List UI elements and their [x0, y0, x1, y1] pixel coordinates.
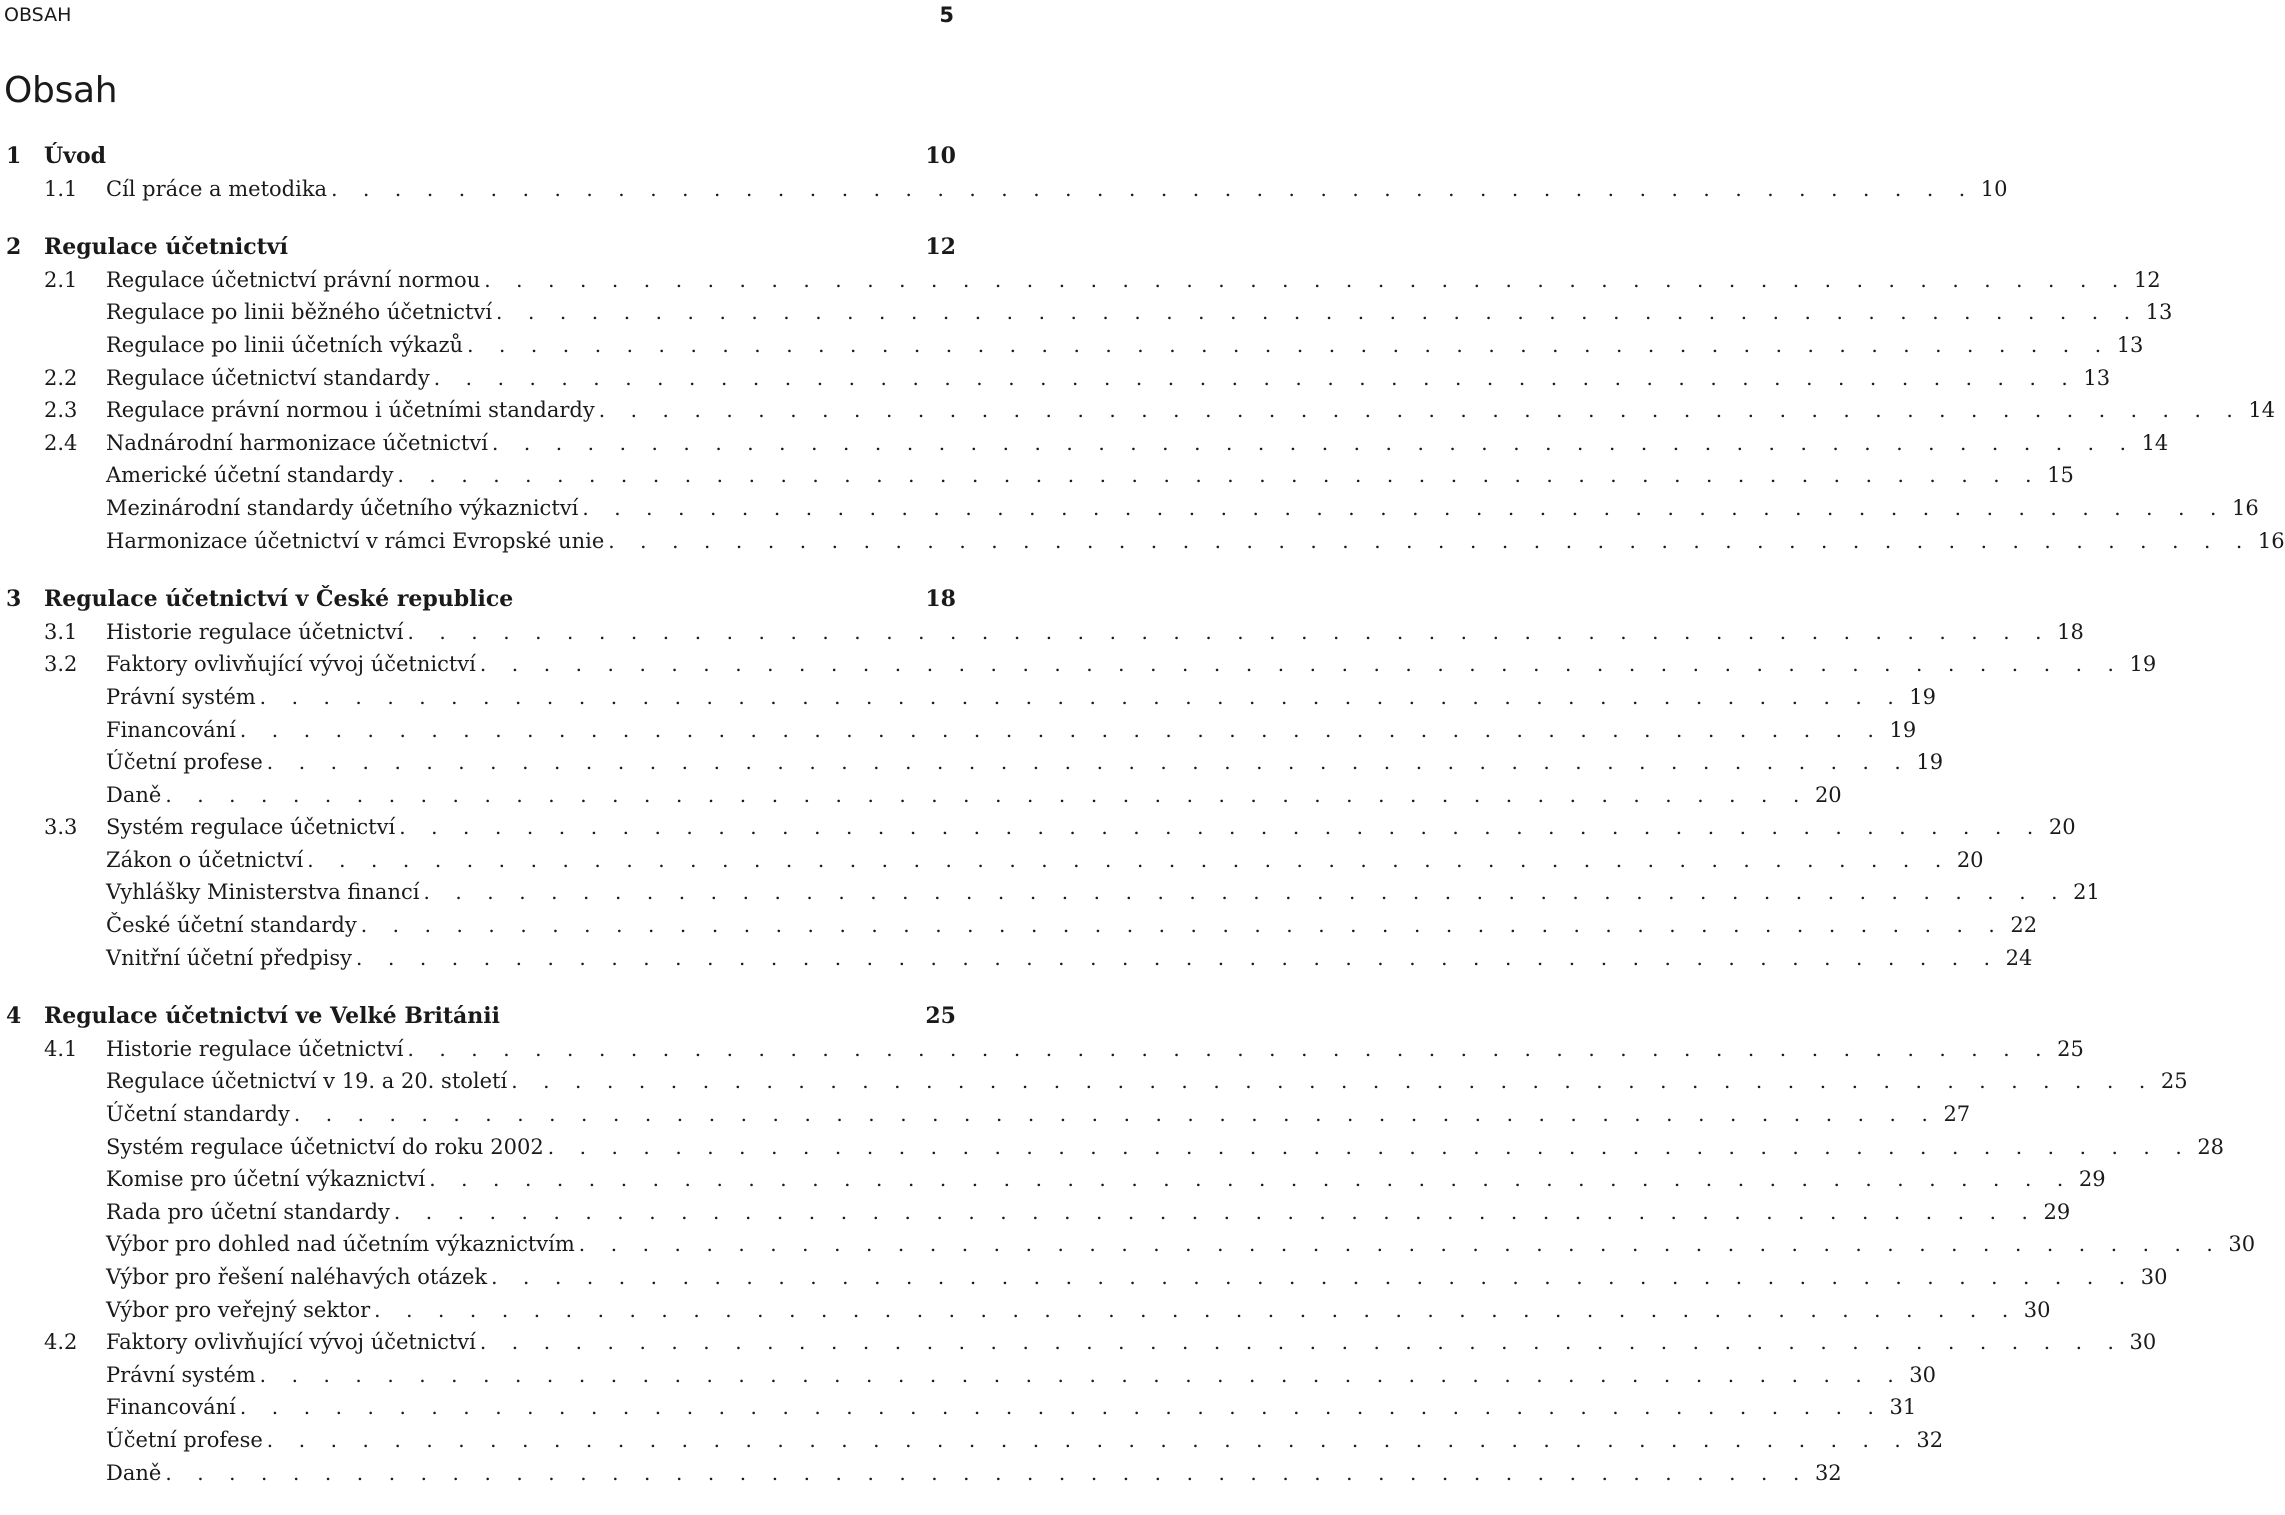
toc-entry-page: 24: [2005, 945, 2033, 970]
toc-dot-leader: . . . . . . . . . . . . . . . . . . . . . . . . . . . . . . . . . . . . . . . . . . . . . . . . . . . .: [165, 1460, 1809, 1485]
toc-chapter-page: 10: [925, 143, 956, 169]
toc-entry-row[interactable]: [6, 296, 2173, 329]
toc-entry-row[interactable]: [6, 746, 1944, 779]
toc-entry-title: Rada pro účetní standardy: [106, 1199, 390, 1224]
toc-entry-title: Právní systém: [106, 1362, 256, 1387]
toc-dot-leader: . . . . . . . . . . . . . . . . . . . . . . . . . . . . . . . . . . . . . . . . . . . . . . . . . . . .: [479, 1330, 2124, 1355]
toc-entry-row[interactable]: [6, 1065, 2188, 1098]
toc-entry-title: Zákon o účetnictví: [106, 847, 304, 872]
toc-dot-leader: . . . . . . . . . . . . . . . . . . . . . . . . . . . . . . . . . . . . . . . . . . . . . . . . . . . .: [374, 1297, 2018, 1322]
toc-entry-row[interactable]: [6, 1098, 1971, 1131]
toc-entry-page: 25: [2057, 1036, 2084, 1061]
toc-entry-page: 27: [1943, 1102, 1971, 1127]
toc-entry-row[interactable]: [6, 329, 2144, 362]
toc-entry-page: 20: [1814, 782, 1842, 807]
toc-entry-row[interactable]: [6, 1424, 1944, 1457]
toc-entry-row[interactable]: [6, 1294, 2051, 1327]
toc-dot-leader: . . . . . . . . . . . . . . . . . . . . . . . . . . . . . . . . . . . . . . . . . . . . . . . . . . . .: [239, 1395, 1884, 1420]
toc-dot-leader: . . . . . . . . . . . . . . . . . . . . . . . . . . . . . . . . . . . . . . . . . . . . . . . . . . . .: [407, 619, 2052, 644]
toc-entry-title: Nadnárodní harmonizace účetnictví: [106, 430, 488, 455]
toc-chapter-title: Úvod: [44, 143, 107, 169]
toc-dot-leader: . . . . . . . . . . . . . . . . . . . . . . . . . . . . . . . . . . . . . . . . . . . . . . . . . . . .: [266, 1427, 1911, 1452]
toc-entry-title: Regulace po linii účetních výkazů: [106, 332, 464, 357]
toc-entry-title: Výbor pro řešení naléhavých otázek: [106, 1265, 488, 1289]
toc-dot-leader: . . . . . . . . . . . . . . . . . . . . . . . . . . . . . . . . . . . . . . . . . . . . . . . . . . . .: [484, 267, 2128, 292]
toc-entry-row[interactable]: [6, 1261, 2168, 1294]
toc-chapter-title: Regulace účetnictví: [44, 234, 288, 261]
toc-entry-page: 18: [2057, 619, 2084, 644]
toc-entry-row[interactable]: [6, 1457, 1842, 1490]
toc-entry-title: Faktory ovlivňující vývoj účetnictví: [106, 1330, 476, 1355]
toc-dot-leader: . . . . . . . . . . . . . . . . . . . . . . . . . . . . . . . . . . . . . . . . . . . . . . . . . . . .: [491, 430, 2136, 455]
toc-chapter-row[interactable]: [6, 231, 956, 264]
toc-entry-row[interactable]: [6, 909, 2038, 942]
toc-chapter-number: 4: [6, 1003, 22, 1030]
toc-entry-number: 1.1: [44, 176, 78, 201]
toc-dot-leader: . . . . . . . . . . . . . . . . . . . . . . . . . . . . . . . . . . . . . . . . . . . . . . . . . . . .: [582, 495, 2226, 520]
toc-entry-title: Účetní standardy: [106, 1102, 290, 1127]
toc-dot-leader: . . . . . . . . . . . . . . . . . . . . . . . . . . . . . . . . . . . . . . . . . . . . . . . . . . . .: [165, 782, 1809, 807]
toc-entry-page: 31: [1889, 1395, 1917, 1420]
toc-entry-number: 4.1: [44, 1036, 78, 1061]
toc-dot-leader: . . . . . . . . . . . . . . . . . . . . . . . . . . . . . . . . . . . . . . . . . . . . . . . . . . . .: [259, 1362, 1904, 1387]
toc-dot-leader: . . . . . . . . . . . . . . . . . . . . . . . . . . . . . . . . . . . . . . . . . . . . . . . . . . . .: [491, 1265, 2135, 1289]
toc-entry-title: Systém regulace účetnictví do roku 2002: [106, 1134, 544, 1159]
toc-dot-leader: . . . . . . . . . . . . . . . . . . . . . . . . . . . . . . . . . . . . . . . . . . . . . . . . . . . .: [293, 1102, 1938, 1127]
toc-entry-title: Výbor pro veřejný sektor: [106, 1297, 371, 1322]
toc-entry-page: 28: [2197, 1134, 2225, 1159]
toc-entry-number: 3.3: [44, 815, 78, 840]
toc-entry-page: 21: [2073, 880, 2100, 905]
toc-entry-page: 19: [1889, 717, 1917, 742]
toc-entry-title: Komise pro účetní výkaznictví: [106, 1167, 426, 1192]
toc-entry-row[interactable]: [6, 492, 2259, 525]
toc-dot-leader: . . . . . . . . . . . . . . . . . . . . . . . . . . . . . . . . . . . . . . . . . . . . . . . . . . . .: [259, 684, 1904, 709]
toc-dot-leader: . . . . . . . . . . . . . . . . . . . . . . . . . . . . . . . . . . . . . . . . . . . . . . . . . . . .: [407, 1036, 2052, 1061]
toc-dot-leader: . . . . . . . . . . . . . . . . . . . . . . . . . . . . . . . . . . . . . . . . . . . . . . . . . . . .: [397, 463, 2042, 488]
toc-entry-title: Mezinárodní standardy účetního výkaznictví: [106, 495, 579, 520]
toc-entry-title: Cíl práce a metodika: [106, 176, 328, 201]
toc-entry-title: Právní systém: [106, 684, 256, 709]
toc-dot-leader: . . . . . . . . . . . . . . . . . . . . . . . . . . . . . . . . . . . . . . . . . . . . . . . . . . . .: [356, 945, 2000, 970]
toc-entry-row[interactable]: [6, 811, 2076, 844]
toc-entry-number: 2.4: [44, 430, 78, 455]
toc-entry-title: Financování: [106, 717, 236, 742]
toc-dot-leader: . . . . . . . . . . . . . . . . . . . . . . . . . . . . . . . . . . . . . . . . . . . . . . . . . . . .: [331, 176, 1975, 201]
toc-chapter-row[interactable]: [6, 1000, 956, 1033]
toc-entry-page: 32: [1916, 1427, 1944, 1452]
table-of-contents: [6, 140, 2285, 1515]
toc-entry-page: 12: [2133, 267, 2161, 292]
toc-entry-title: Financování: [106, 1395, 236, 1420]
toc-entry-page: 16: [2257, 528, 2285, 553]
toc-entry-title: Vnitřní účetní předpisy: [106, 945, 353, 970]
toc-chapter-title: Regulace účetnictví v České republice: [44, 586, 514, 613]
toc-title: Obsah: [4, 70, 118, 111]
toc-entry-page: 14: [2248, 398, 2276, 423]
toc-entry-title: Regulace právní normou i účetními standardy: [106, 398, 595, 423]
toc-entry-page: 20: [2048, 815, 2076, 840]
toc-dot-leader: . . . . . . . . . . . . . . . . . . . . . . . . . . . . . . . . . . . . . . . . . . . . . . . . . . . .: [360, 913, 2005, 938]
toc-entry-number: 3.1: [44, 619, 78, 644]
toc-dot-leader: . . . . . . . . . . . . . . . . . . . . . . . . . . . . . . . . . . . . . . . . . . . . . . . . . . . .: [399, 815, 2043, 840]
toc-entry-page: 19: [1916, 750, 1944, 775]
toc-entry-page: 29: [2043, 1199, 2071, 1224]
toc-entry-number: 4.2: [44, 1330, 78, 1355]
toc-dot-leader: . . . . . . . . . . . . . . . . . . . . . . . . . . . . . . . . . . . . . . . . . . . . . . . . . . . .: [467, 332, 2111, 357]
toc-entry-row[interactable]: [6, 1391, 1917, 1424]
toc-entry-row[interactable]: [6, 942, 2033, 975]
running-header-section: OBSAH: [4, 4, 72, 26]
toc-chapter: [6, 583, 2157, 974]
toc-chapter-page: 18: [925, 586, 956, 613]
toc-entry-number: 3.2: [44, 652, 78, 677]
toc-chapter-page: 25: [925, 1003, 956, 1030]
toc-entry-page: 19: [1909, 684, 1937, 709]
toc-entry-row[interactable]: [6, 459, 2074, 492]
toc-entry-title: Regulace účetnictví právní normou: [106, 267, 481, 292]
toc-entry-page: 29: [2078, 1167, 2106, 1192]
toc-dot-leader: . . . . . . . . . . . . . . . . . . . . . . . . . . . . . . . . . . . . . . . . . . . . . . . . . . . .: [547, 1134, 2192, 1159]
toc-dot-leader: . . . . . . . . . . . . . . . . . . . . . . . . . . . . . . . . . . . . . . . . . . . . . . . . . . . .: [598, 398, 2243, 423]
toc-entry-page: 13: [2145, 300, 2173, 325]
toc-entry-row[interactable]: [6, 394, 2276, 427]
toc-entry-page: 30: [2129, 1330, 2157, 1355]
toc-entry-row[interactable]: [6, 616, 2084, 649]
toc-chapter-title: Regulace účetnictví ve Velké Británii: [44, 1003, 500, 1030]
toc-entry-title: Harmonizace účetnictví v rámci Evropské unie: [106, 528, 605, 553]
toc-dot-leader: . . . . . . . . . . . . . . . . . . . . . . . . . . . . . . . . . . . . . . . . . . . . . . . . . . . .: [608, 528, 2252, 553]
toc-entry-page: 25: [2160, 1069, 2188, 1094]
running-header-page-number: 5: [939, 3, 954, 27]
toc-entry-title: Regulace účetnictví v 19. a 20. století: [106, 1069, 508, 1094]
toc-entry-title: Historie regulace účetnictví: [106, 619, 404, 644]
toc-dot-leader: . . . . . . . . . . . . . . . . . . . . . . . . . . . . . . . . . . . . . . . . . . . . . . . . . . . .: [511, 1069, 2155, 1094]
running-header: [4, 3, 954, 27]
toc-dot-leader: . . . . . . . . . . . . . . . . . . . . . . . . . . . . . . . . . . . . . . . . . . . . . . . . . . . .: [429, 1167, 2073, 1192]
toc-entry-row[interactable]: [6, 1228, 2256, 1261]
toc-entry-title: Daně: [106, 1460, 162, 1485]
toc-entry-page: 10: [1980, 176, 2008, 201]
toc-entry-page: 30: [2228, 1232, 2256, 1257]
toc-entry-title: Účetní profese: [106, 750, 263, 775]
toc-entry-row[interactable]: [6, 427, 2169, 460]
toc-entry-page: 19: [2129, 652, 2157, 677]
toc-entry-title: Faktory ovlivňující vývoj účetnictví: [106, 652, 476, 677]
toc-entry-row[interactable]: [6, 362, 2111, 395]
toc-entry-row[interactable]: [6, 844, 1984, 877]
toc-entry-title: Vyhlášky Ministerstva financí: [106, 880, 420, 905]
toc-entry-number: 2.1: [44, 267, 78, 292]
toc-chapter: [6, 231, 2285, 557]
toc-entry-title: Historie regulace účetnictví: [106, 1036, 404, 1061]
toc-dot-leader: . . . . . . . . . . . . . . . . . . . . . . . . . . . . . . . . . . . . . . . . . . . . . . . . . . . .: [496, 300, 2140, 325]
toc-entry-title: České účetní standardy: [106, 913, 357, 938]
toc-entry-title: Výbor pro dohled nad účetním výkaznictvím: [106, 1232, 575, 1257]
toc-dot-leader: . . . . . . . . . . . . . . . . . . . . . . . . . . . . . . . . . . . . . . . . . . . . . . . . . . . .: [266, 750, 1911, 775]
toc-entry-page: 22: [2010, 913, 2038, 938]
toc-entry-page: 30: [2023, 1297, 2051, 1322]
toc-entry-page: 30: [1909, 1362, 1937, 1387]
toc-entry-row[interactable]: [6, 876, 2100, 909]
toc-entry-row[interactable]: [6, 779, 1842, 812]
toc-entry-title: Daně: [106, 782, 162, 807]
toc-dot-leader: . . . . . . . . . . . . . . . . . . . . . . . . . . . . . . . . . . . . . . . . . . . . . . . . . . . .: [479, 652, 2124, 677]
toc-dot-leader: . . . . . . . . . . . . . . . . . . . . . . . . . . . . . . . . . . . . . . . . . . . . . . . . . . . .: [578, 1232, 2223, 1257]
toc-entry-title: Regulace účetnictví standardy: [106, 365, 430, 390]
toc-entry-page: 32: [1814, 1460, 1842, 1485]
toc-chapter: [6, 1000, 2256, 1489]
toc-entry-page: 13: [2116, 332, 2144, 357]
toc-chapter-number: 1: [6, 143, 22, 169]
toc-entry-row[interactable]: [6, 681, 1937, 714]
toc-dot-leader: . . . . . . . . . . . . . . . . . . . . . . . . . . . . . . . . . . . . . . . . . . . . . . . . . . . .: [307, 847, 1951, 872]
toc-chapter-number: 3: [6, 586, 22, 613]
toc-entry-page: 20: [1956, 847, 1984, 872]
toc-entry-page: 13: [2083, 365, 2111, 390]
toc-dot-leader: . . . . . . . . . . . . . . . . . . . . . . . . . . . . . . . . . . . . . . . . . . . . . . . . . . . .: [423, 880, 2068, 905]
toc-chapter-row[interactable]: [6, 140, 956, 173]
toc-entry-page: 30: [2140, 1265, 2168, 1289]
toc-entry-title: Americké účetní standardy: [106, 463, 394, 488]
toc-dot-leader: . . . . . . . . . . . . . . . . . . . . . . . . . . . . . . . . . . . . . . . . . . . . . . . . . . . .: [239, 717, 1884, 742]
toc-entry-row[interactable]: [6, 1131, 2225, 1164]
toc-entry-row[interactable]: [6, 714, 1917, 747]
toc-dot-leader: . . . . . . . . . . . . . . . . . . . . . . . . . . . . . . . . . . . . . . . . . . . . . . . . . . . .: [433, 365, 2078, 390]
toc-entry-row[interactable]: [6, 1033, 2084, 1066]
toc-chapter-page: 12: [925, 234, 956, 261]
toc-chapter: [6, 140, 2008, 205]
toc-entry-row[interactable]: [6, 648, 2157, 681]
toc-chapter-number: 2: [6, 234, 22, 261]
toc-entry-page: 14: [2141, 430, 2169, 455]
toc-entry-title: Účetní profese: [106, 1427, 263, 1452]
toc-entry-row[interactable]: [6, 264, 2161, 297]
toc-entry-number: 2.2: [44, 365, 78, 390]
toc-entry-title: Regulace po linii běžného účetnictví: [106, 300, 493, 325]
toc-entry-title: Systém regulace účetnictví: [106, 815, 396, 840]
toc-entry-row[interactable]: [6, 1326, 2157, 1359]
toc-entry-row[interactable]: [6, 1163, 2106, 1196]
toc-entry-number: 2.3: [44, 398, 78, 423]
toc-dot-leader: . . . . . . . . . . . . . . . . . . . . . . . . . . . . . . . . . . . . . . . . . . . . . . . . . . . .: [393, 1199, 2038, 1224]
toc-chapter-row[interactable]: [6, 583, 956, 616]
toc-entry-row[interactable]: [6, 525, 2285, 558]
toc-entry-row[interactable]: [6, 1359, 1937, 1392]
toc-entry-page: 16: [2231, 495, 2259, 520]
toc-entry-row[interactable]: [6, 1196, 2071, 1229]
toc-entry-row[interactable]: [6, 173, 2008, 206]
toc-entry-page: 15: [2047, 463, 2074, 488]
